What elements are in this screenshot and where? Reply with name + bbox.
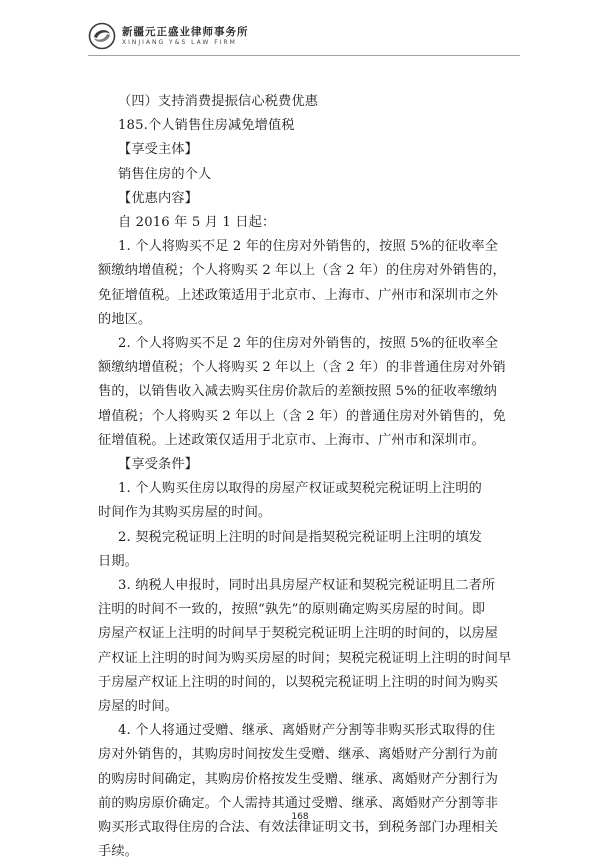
text-line: 1. 个人将购买不足 2 年的住房对外销售的，按照 5%的征收率全	[118, 239, 499, 255]
text-line: 免征增值税。上述政策适用于北京市、上海市、广州市和深圳市之外	[98, 287, 499, 303]
text-line: 【享受条件】	[118, 457, 199, 473]
text-line: （四）支持消费提振信心税费优惠	[118, 94, 319, 109]
text-line: 购买形式取得住房的合法、有效法律证明文书，到税务部门办理相关	[98, 820, 499, 836]
text-line: 3. 纳税人申报时，同时出具房屋产权证和契税完税证明且二者所	[118, 578, 496, 594]
company-name-en: XINJIANG Y&S LAW FIRM	[122, 39, 237, 46]
text-line: 房对外销售的，其购房时间按发生受赠、继承、离婚财产分割行为前	[98, 747, 499, 763]
page-header	[88, 20, 528, 54]
header-divider	[88, 55, 520, 56]
text-line: 手续。	[98, 844, 139, 860]
text-line: 额缴纳增值税；个人将购买 2 年以上（含 2 年）的非普通住房对外销	[98, 360, 506, 376]
text-line: 4. 个人将通过受赠、继承、离婚财产分割等非购买形式取得的住	[118, 723, 496, 739]
document-body	[98, 90, 524, 865]
text-line: 1. 个人购买住房以取得的房屋产权证或契税完税证明上注明的	[118, 481, 482, 497]
text-line: 【享受主体】	[118, 142, 199, 158]
text-line: 额缴纳增值税；个人将购买 2 年以上（含 2 年）的住房对外销售的，	[98, 263, 506, 279]
text-line: 房屋的时间。	[98, 699, 179, 715]
text-line: 自 2016 年 5 月 1 日起：	[118, 215, 276, 231]
text-line: 房屋产权证上注明的时间早于契税完税证明上注明的时间的，以房屋	[98, 626, 499, 642]
company-name-cn: 新疆元正盛业律师事务所	[122, 26, 249, 38]
text-line: 2. 契税完税证明上注明的时间是指契税完税证明上注明的填发	[118, 529, 482, 545]
text-line: 售的，以销售收入减去购买住房价款后的差额按照 5%的征收率缴纳	[98, 384, 498, 400]
text-line: 产权证上注明的时间为购买房屋的时间；契税完税证明上注明的时间早	[98, 650, 512, 666]
page-number: 168	[291, 812, 309, 822]
text-line: 前的购房原价确定。个人需持其通过受赠、继承、离婚财产分割等非	[98, 795, 499, 811]
swirl-logo-icon	[88, 22, 116, 50]
text-line: 销售住房的个人	[118, 166, 212, 182]
text-line: 2. 个人将购买不足 2 年的住房对外销售的，按照 5%的征收率全	[118, 336, 499, 352]
text-line: 增值税；个人将购买 2 年以上（含 2 年）的普通住房对外销售的，免	[98, 408, 506, 424]
text-line: 注明的时间不一致的，按照“孰先”的原则确定购买房屋的时间。即	[98, 602, 486, 618]
text-line: 185.个人销售住房减免增值税	[118, 118, 295, 134]
text-line: 于房屋产权证上注明的时间的，以契税完税证明上注明的时间为购买	[98, 674, 499, 690]
text-line: 时间作为其购买房屋的时间。	[98, 505, 272, 521]
text-line: 征增值税。上述政策仅适用于北京市、上海市、广州市和深圳市。	[98, 432, 485, 448]
text-line: 的购房时间确定，其购房价格按发生受赠、继承、离婚财产分割行为	[98, 771, 499, 787]
text-line: 的地区。	[98, 311, 152, 327]
text-line: 【优惠内容】	[118, 190, 199, 206]
text-line: 日期。	[98, 553, 139, 569]
